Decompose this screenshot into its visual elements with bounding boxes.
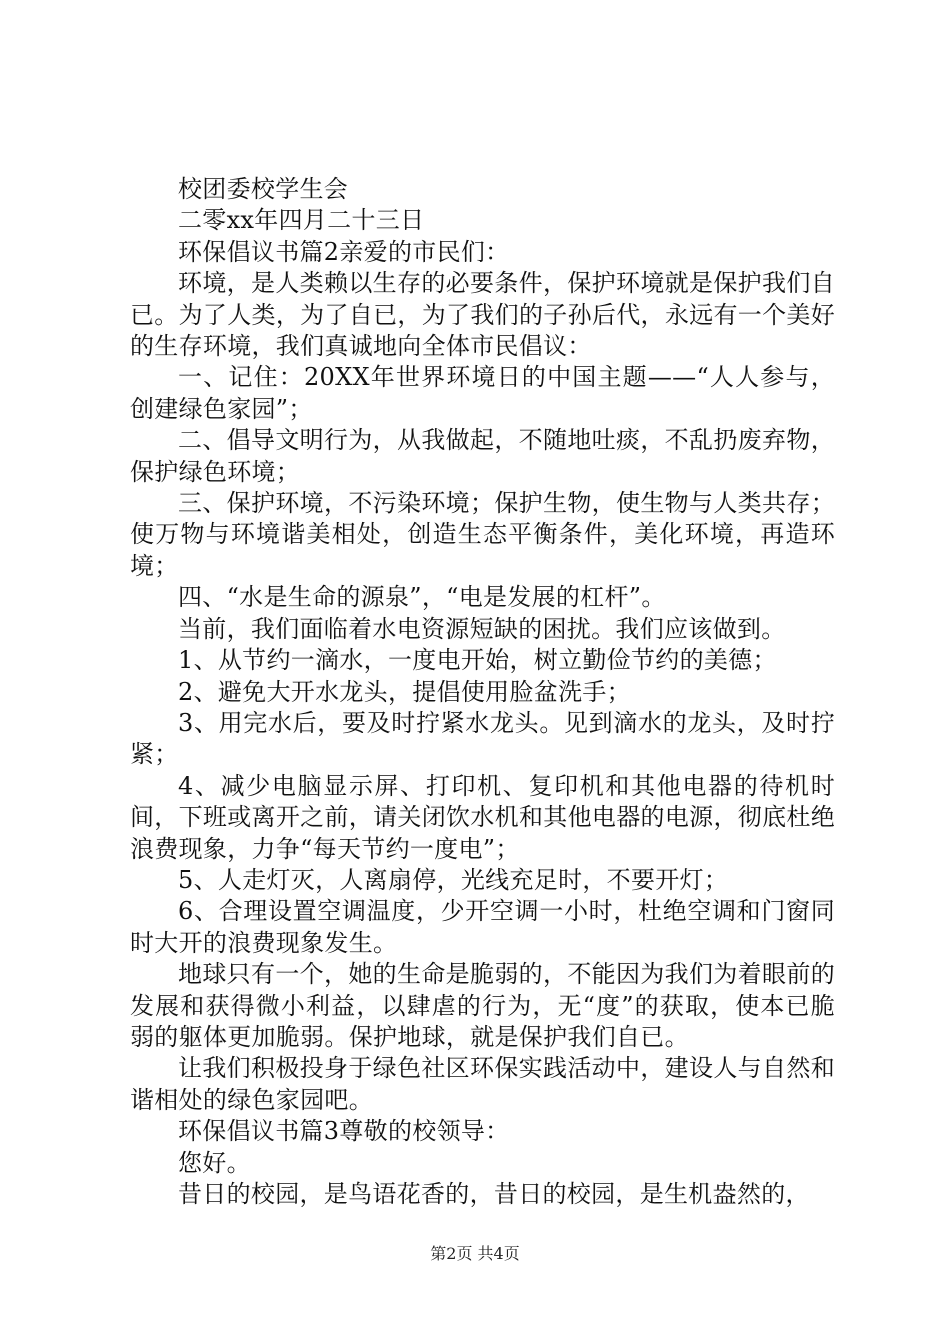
page-number-footer: 第2页 共4页 — [430, 1244, 520, 1263]
paragraph: 当前，我们面临着水电资源短缺的困扰。我们应该做到。 — [178, 614, 786, 643]
list-item: 2、避免大开水龙头，提倡使用脸盆洗手； — [178, 677, 631, 706]
section-heading-3: 环保倡议书篇3尊敬的校领导： — [178, 1117, 510, 1146]
paragraph: 环境，是人类赖以生存的必要条件，保护环境就是保护我们自已。为了人类，为了自已，为了我们的子孙后代，永远有一个美好的生存环境，我们真诚地向全体市民倡议： — [130, 269, 835, 361]
list-item: 6、合理设置空调温度，少开空调一小时，杜绝空调和门窗同时大开的浪费现象发生。 — [130, 897, 835, 957]
list-item: 1、从节约一滴水，一度电开始，树立勤俭节约的美德； — [178, 646, 777, 675]
proposal-item: 四、“水是生命的源泉”，“电是发展的杠杆”。 — [178, 583, 666, 612]
signature-date: 二零xx年四月二十三日 — [178, 206, 425, 235]
paragraph: 让我们积极投身于绿色社区环保实践活动中，建设人与自然和谐相处的绿色家园吧。 — [130, 1054, 835, 1114]
signature-org: 校团委校学生会 — [178, 175, 349, 203]
proposal-item: 三、保护环境，不污染环境；保护生物，使生物与人类共存；使万物与环境谐美相处，创造生态平衡条件，美化环境，再造环境； — [130, 489, 835, 580]
section-heading-2: 环保倡议书篇2亲爱的市民们： — [178, 237, 510, 266]
list-item: 3、用完水后，要及时拧紧水龙头。见到滴水的龙头，及时拧紧； — [130, 708, 835, 769]
greeting: 您好。 — [178, 1148, 251, 1177]
proposal-item: 一、记住：20XX年世界环境日的中国主题——“人人参与，创建绿色家园”； — [130, 363, 835, 423]
proposal-item: 二、倡导文明行为，从我做起，不随地吐痰，不乱扔废弃物，保护绿色环境； — [130, 426, 835, 486]
paragraph: 地球只有一个，她的生命是脆弱的，不能因为我们为着眼前的发展和获得微小利益，以肆虐的行为，无“度”的获取，使本已脆弱的躯体更加脆弱。保护地球，就是保护我们自已。 — [130, 960, 835, 1051]
paragraph: 昔日的校园，是鸟语花香的，昔日的校园，是生机盎然的， — [178, 1180, 810, 1208]
document-body — [130, 174, 835, 1210]
list-item: 5、人走灯灭，人离扇停，光线充足时，不要开灯； — [178, 865, 729, 894]
list-item: 4、减少电脑显示屏、打印机、复印机和其他电器的待机时间，下班或离开之前，请关闭饮水机和其他电器的电源，彻底杜绝浪费现象，力争“每天节约一度电”； — [130, 771, 835, 863]
